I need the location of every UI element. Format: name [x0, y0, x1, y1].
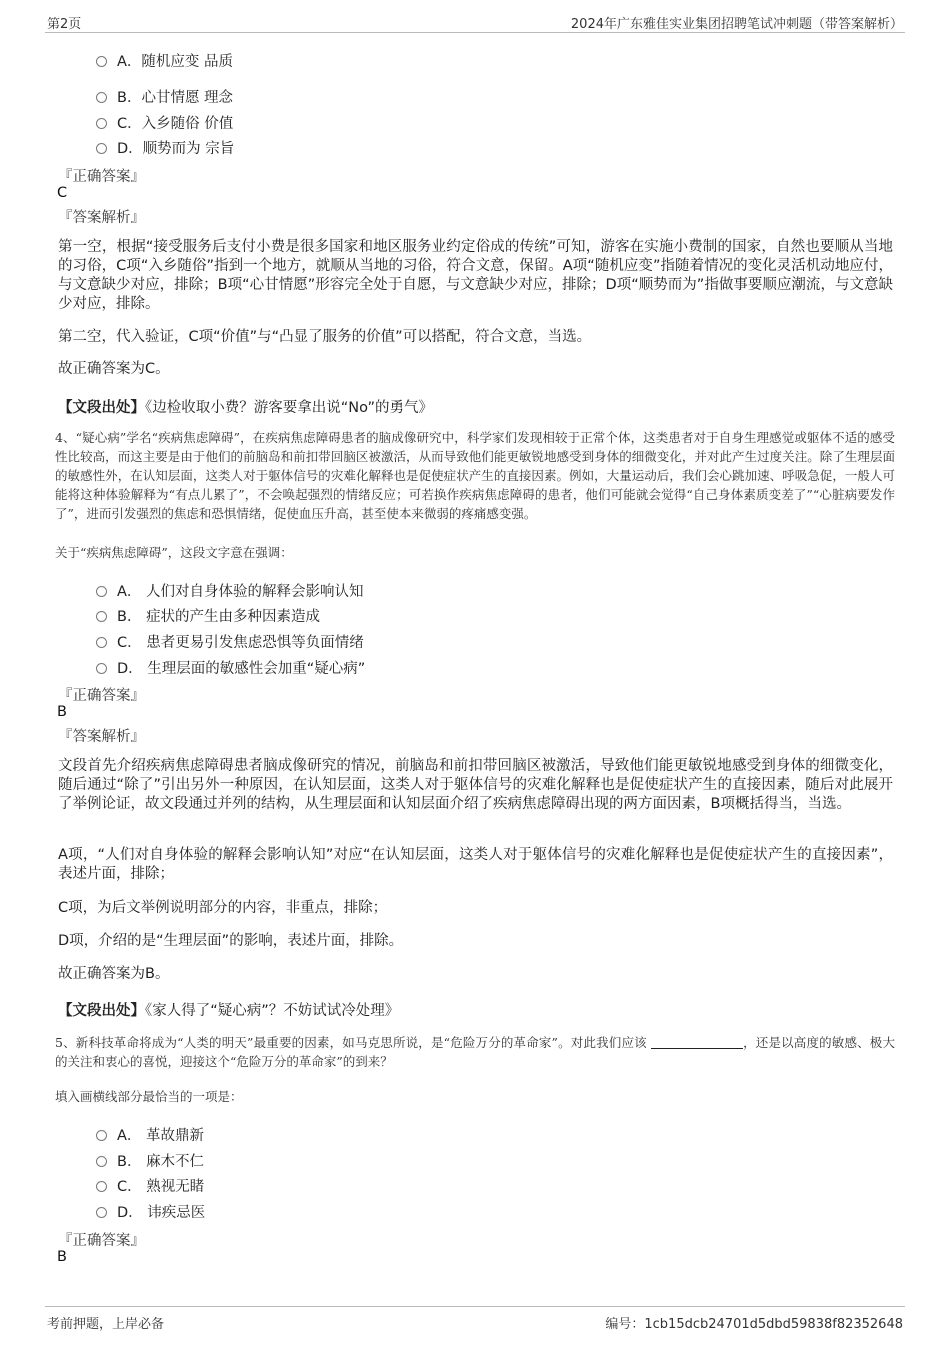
q4-analysis-conclusion: 故正确答案为B。 [58, 966, 170, 982]
q4-answer: B [57, 704, 67, 720]
radio-icon[interactable] [96, 1130, 107, 1141]
q4-option-c[interactable]: C． 患者更易引发焦虑恐惧等负面情绪 [96, 631, 364, 652]
q4-analysis-label: 『答案解析』 [58, 729, 145, 745]
q3-analysis-conclusion: 故正确答案为C。 [58, 361, 170, 377]
q3-option-d[interactable]: D．顺势而为 宗旨 [96, 137, 234, 158]
radio-icon[interactable] [96, 56, 107, 67]
page-number: 第2页 [47, 17, 82, 32]
q4-option-d[interactable]: D． 生理层面的敏感性会加重“疑心病” [96, 657, 365, 678]
q4-analysis-paragraph: C项，为后文举例说明部分的内容，非重点，排除； [58, 900, 388, 916]
q3-answer-label: 『正确答案』 [58, 169, 145, 185]
radio-icon[interactable] [96, 92, 107, 103]
q5-option-c[interactable]: C． 熟视无睹 [96, 1175, 204, 1196]
radio-icon[interactable] [96, 118, 107, 129]
q3-analysis-paragraph: 第一空，根据“接受服务后支付小费是很多国家和地区服务业约定俗成的传统”可知，游客在实施小费制的国家，自然也要顺从当地的习俗，C项“入乡随俗”指到一个地方，就顺从当地的习俗，符合文意，保留。A项“随机应变”指随着情况的变化灵活机动地应付，与文意缺少对应，排除；B项“心甘情愿”形容完全处于自愿，与文意缺少对应，排除；D项“顺势而为”指做事要顺应潮流，与文意缺少对应，排除。 [58, 239, 893, 312]
radio-icon[interactable] [96, 1207, 107, 1218]
radio-icon[interactable] [96, 1181, 107, 1192]
q5-option-d[interactable]: D． 讳疾忌医 [96, 1201, 205, 1222]
radio-icon[interactable] [96, 637, 107, 648]
q3-option-c[interactable]: C．入乡随俗 价值 [96, 112, 233, 133]
q5-prompt: 填入画横线部分最恰当的一项是： [55, 1089, 243, 1104]
q4-answer-label: 『正确答案』 [58, 688, 145, 704]
footer-serial: 编号：1cb15dcb24701d5dbd59838f82352648 [605, 1317, 903, 1332]
page-header [45, 12, 905, 33]
q5-option-a[interactable]: A． 革故鼎新 [96, 1124, 204, 1145]
footer-slogan: 考前押题，上岸必备 [47, 1317, 165, 1332]
q5-stem: 5、新科技革命将成为“人类的明天”最重要的因素，如马克思所说，是“危险万分的革命家”。对此我们应该 ，还是以高度的敏感、极大的关注和衷心的喜悦，迎接这个“危险万分的革命家”的到来？ [55, 1035, 895, 1069]
radio-icon[interactable] [96, 586, 107, 597]
q5-answer-label: 『正确答案』 [58, 1233, 145, 1249]
radio-icon[interactable] [96, 611, 107, 622]
page-footer [45, 1306, 905, 1332]
q3-answer: C [57, 185, 68, 201]
q3-option-a[interactable]: A．随机应变 品质 [96, 50, 233, 71]
document-title: 2024年广东雅佳实业集团招聘笔试冲刺题（带答案解析） [570, 17, 903, 32]
radio-icon[interactable] [96, 1156, 107, 1167]
q4-stem: 4、“疑心病”学名“疾病焦虑障碍”，在疾病焦虑障碍患者的脑成像研究中，科学家们发现相较于正常个体，这类患者对于自身生理感觉或躯体不适的感受性比较高，而这主要是由于他们的前脑岛和前扣带回脑区被激活，从而导致他们能更敏锐地感受到身体的细微变化，并对此产生过度关注。除了生理层面的敏感性外，在认知层面，这类人对于躯体信号的灾难化解释也是促使症状产生的直接因素。例如，大量运动后，我们会心跳加速、呼吸急促，一般人可能将这种体验解释为“有点儿累了”，不会唤起强烈的情绪反应；可若换作疾病焦虑障碍的患者，他们可能就会觉得“自己身体素质变差了”“心脏病要发作了”，进而引发强烈的焦虑和恐惧情绪，促使血压升高，甚至使本来微弱的疼痛感变强。 [55, 430, 895, 521]
q5-option-b[interactable]: B． 麻木不仁 [96, 1150, 204, 1171]
fill-blank [651, 1036, 743, 1049]
q4-option-b[interactable]: B． 症状的产生由多种因素造成 [96, 605, 320, 626]
q3-source: 【文段出处】《边检收取小费？游客要拿出说“No”的勇气》 [58, 400, 433, 416]
radio-icon[interactable] [96, 663, 107, 674]
q4-analysis-paragraph: 文段首先介绍疾病焦虑障碍患者脑成像研究的情况，前脑岛和前扣带回脑区被激活，导致他们能更敏锐地感受到身体的细微变化，随后通过“除了”引出另外一种原因，在认知层面，这类人对于躯体信号的灾难化解释也是促使症状产生的直接因素，随后对此展开了举例论证，故文段通过并列的结构，从生理层面和认知层面介绍了疾病焦虑障碍出现的两方面因素，B项概括得当，当选。 [58, 758, 893, 812]
q3-analysis-paragraph: 第二空，代入验证，C项“价值”与“凸显了服务的价值”可以搭配，符合文意，当选。 [58, 329, 592, 345]
q4-option-a[interactable]: A． 人们对自身体验的解释会影响认知 [96, 580, 364, 601]
q4-prompt: 关于“疾病焦虑障碍”，这段文字意在强调： [55, 545, 293, 560]
q4-analysis-paragraph: D项，介绍的是“生理层面”的影响，表述片面，排除。 [58, 933, 404, 949]
q5-answer: B [57, 1249, 67, 1265]
q4-analysis-paragraph: A项，“人们对自身体验的解释会影响认知”对应“在认知层面，这类人对于躯体信号的灾难化解释也是促使症状产生的直接因素”，表述片面，排除； [58, 847, 893, 882]
radio-icon[interactable] [96, 143, 107, 154]
q4-source: 【文段出处】《家人得了“疑心病”？不妨试试冷处理》 [58, 1003, 400, 1019]
q3-option-b[interactable]: B．心甘情愿 理念 [96, 86, 233, 107]
q3-analysis-label: 『答案解析』 [58, 210, 145, 226]
